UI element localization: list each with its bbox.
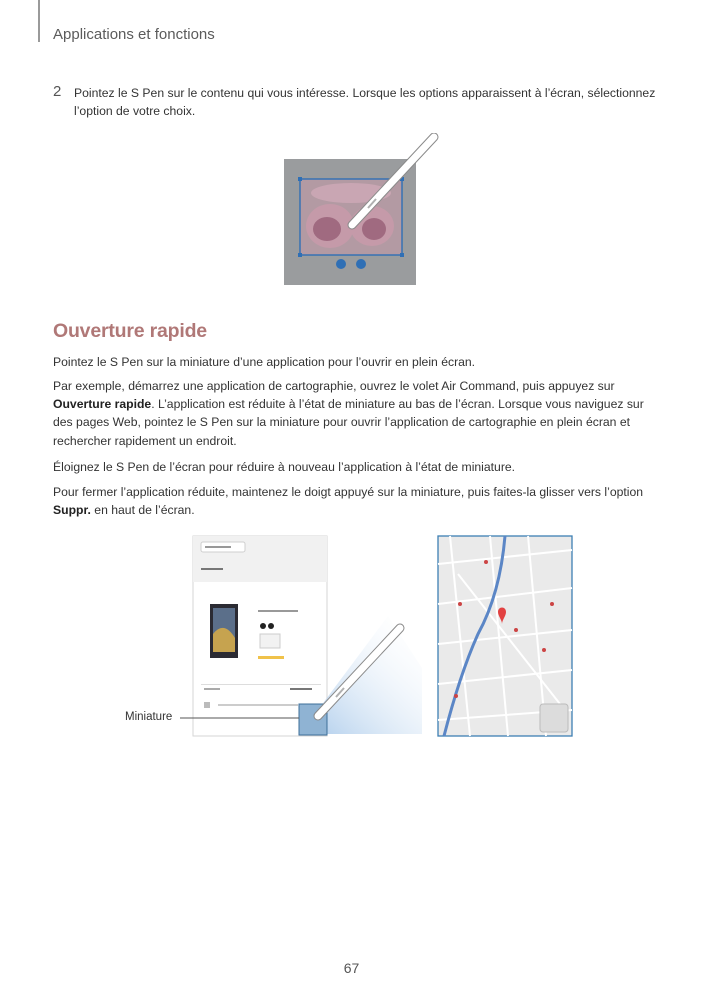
paragraph-1: Pointez le S Pen sur la miniature d’une application pour l’ouvrir en plein écran. xyxy=(53,355,476,369)
map-screen xyxy=(438,536,572,736)
page-header-title: Applications et fonctions xyxy=(53,26,215,43)
earbuds-selection-illustration xyxy=(284,133,454,286)
paragraph-2: Par exemple, démarrez une application de cartographie, ouvrez le volet Air Command, puis appuyez sur Ouverture rapide. L’application est réduite à l’état de miniature au bas de l’écran. Lorsque vous naviguez sur des pages Web, pointez le S Pen sur la miniature pour ouvrir l’application de cartographie en plein écran et rechercher rapidement un endroit. xyxy=(53,379,644,448)
section-title: Ouverture rapide xyxy=(53,320,207,342)
step-number: 2 xyxy=(53,83,62,100)
miniature-label: Miniature xyxy=(125,711,173,723)
ouverture-rapide-term: Ouverture rapide xyxy=(53,397,152,412)
step-text: Pointez le S Pen sur le contenu qui vous intéresse. Lorsque les options apparaissent à l’écran, sélectionnez l’option de votre choix. xyxy=(74,86,656,118)
paragraph-4: Pour fermer l’application réduite, maintenez le doigt appuyé sur la miniature, puis faites-la glisser vers l’option Suppr. en haut de l’écran. xyxy=(53,485,644,518)
option-icon-2 xyxy=(356,259,366,269)
margin-rule xyxy=(38,0,40,42)
ouverture-rapide-illustration xyxy=(160,534,580,740)
page-number: 67 xyxy=(343,960,360,976)
suppr-term: Suppr. xyxy=(53,503,91,518)
option-icon-1 xyxy=(336,259,346,269)
map-compass-button xyxy=(540,704,568,732)
paragraph-3: Éloignez le S Pen de l’écran pour réduire à nouveau l’application à l’état de miniature. xyxy=(53,460,516,474)
